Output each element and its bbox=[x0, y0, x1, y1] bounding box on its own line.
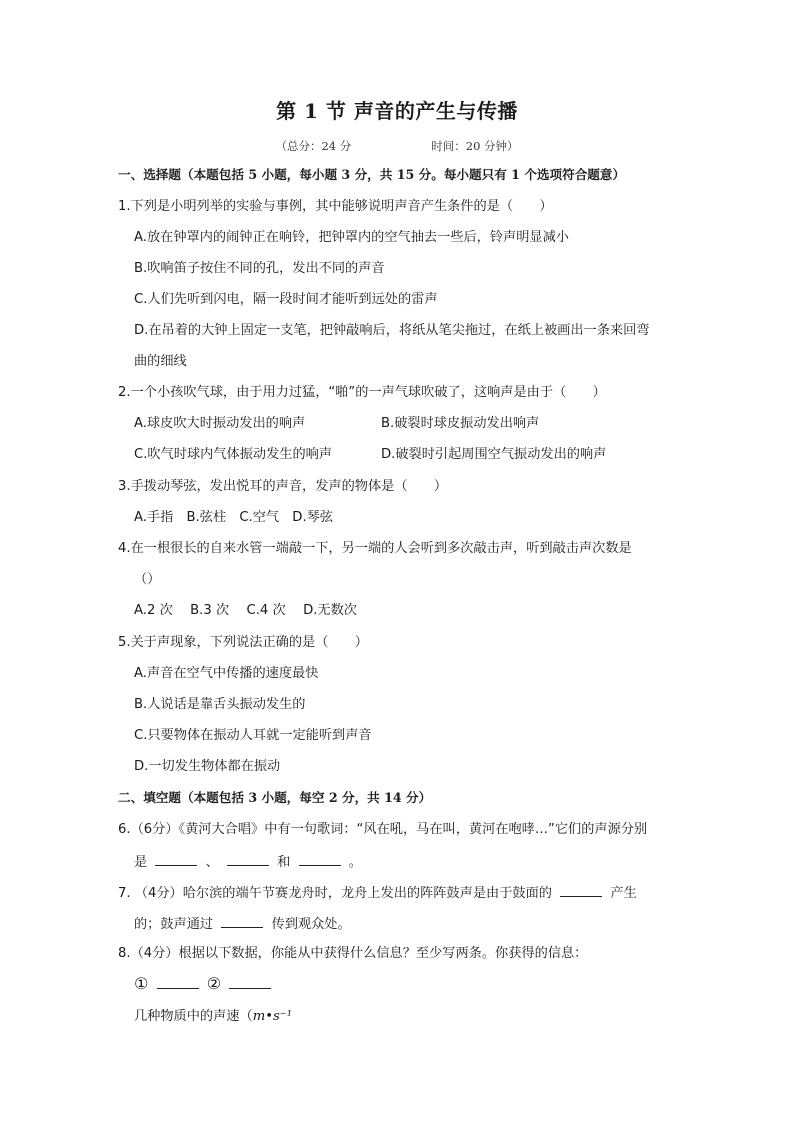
question-4-stem-continued: （） bbox=[134, 572, 161, 587]
question-5-option-d: D.一切发生物体都在振动 bbox=[134, 759, 281, 774]
question-7-blank-1[interactable] bbox=[560, 883, 602, 897]
section-heading-choice: 一、选择题（本题包括 5 小题，每小题 3 分，共 15 分。每小题只有 1 个选项符合题意） bbox=[118, 167, 626, 182]
question-3-options: A.手指 B.弦柱 C.空气 D.琴弦 bbox=[134, 510, 334, 525]
question-1-option-d: D.在吊着的大钟上固定一支笔，把钟敲响后，将纸从笔尖拖过，在纸上被画出一条来回弯 bbox=[134, 323, 650, 338]
question-7-text-d: 传到观众处。 bbox=[271, 917, 351, 932]
page-title: 第 1 节 声音的产生与传播 bbox=[276, 99, 518, 123]
question-8-answer-line bbox=[134, 975, 275, 995]
question-4-options: A.2 次 B.3 次 C.4 次 D.无数次 bbox=[134, 603, 357, 618]
question-2-stem: 2.一个小孩吹气球，由于用力过猛，“啪”的一声气球吹破了，这响声是由于（ ） bbox=[118, 385, 606, 400]
speed-unit: m•s⁻¹ bbox=[252, 1009, 292, 1024]
question-6-stem: 6.（6分）《黄河大合唱》中有一句歌词：“风在吼，马在叫，黄河在咆哮…”它们的声源分别 bbox=[118, 822, 648, 837]
question-6-blank-1[interactable] bbox=[155, 852, 197, 866]
answer-marker-2: ② bbox=[206, 974, 222, 993]
section-heading-fill-blank: 二、填空题（本题包括 3 小题，每空 2 分，共 14 分） bbox=[118, 790, 432, 805]
table-caption bbox=[134, 1008, 292, 1026]
question-2-option-b: B.破裂时球皮振动发出响声 bbox=[381, 416, 540, 431]
score-time-line bbox=[0, 138, 794, 154]
question-4-stem: 4.在一根很长的自来水管一端敲一下，另一端的人会听到多次敲击声，听到敲击声次数是 bbox=[118, 541, 632, 556]
question-8-blank-2[interactable] bbox=[229, 975, 271, 989]
table-caption-text: 几种物质中的声速（ bbox=[134, 1009, 253, 1024]
question-1-stem: 1.下列是小明列举的实验与事例，其中能够说明声音产生条件的是（ ） bbox=[118, 199, 553, 214]
question-6-and-text: 和 bbox=[277, 855, 291, 870]
question-1-option-b: B.吹响笛子按住不同的孔，发出不同的声音 bbox=[134, 261, 385, 276]
answer-marker-1: ① bbox=[134, 974, 149, 993]
question-7-line-2 bbox=[134, 914, 351, 934]
question-6-is-text: 是 bbox=[134, 855, 148, 870]
question-7-text-c: 的；鼓声通过 bbox=[134, 917, 214, 932]
question-7-text-b: 产生 bbox=[610, 886, 637, 901]
total-score: （总分：24 分 bbox=[275, 139, 352, 153]
question-7-line-1 bbox=[118, 883, 637, 903]
question-6-separator: 、 bbox=[205, 855, 219, 870]
question-8-stem: 8.（4分）根据以下数据，你能从中获得什么信息？至少写两条。你获得的信息： bbox=[118, 946, 588, 961]
question-8-blank-1[interactable] bbox=[157, 975, 199, 989]
question-5-option-b: B.人说话是靠舌头振动发生的 bbox=[134, 697, 306, 712]
question-1-option-a: A.放在钟罩内的闹钟正在响铃，把钟罩内的空气抽去一些后，铃声明显减小 bbox=[134, 230, 569, 245]
question-5-option-a: A.声音在空气中传播的速度最快 bbox=[134, 666, 319, 681]
question-7-blank-2[interactable] bbox=[221, 914, 263, 928]
question-1-option-d-continued: 曲的细线 bbox=[134, 354, 187, 369]
question-3-stem: 3.手拨动琴弦，发出悦耳的声音，发声的物体是（ ） bbox=[118, 479, 448, 494]
question-1-option-c: C.人们先听到闪电，隔一段时间才能听到远处的雷声 bbox=[134, 292, 438, 307]
question-5-option-c: C.只要物体在振动人耳就一定能听到声音 bbox=[134, 728, 372, 743]
question-6-blanks-line bbox=[134, 852, 362, 872]
question-2-option-d: D.破裂时引起周围空气振动发出的响声 bbox=[381, 447, 607, 462]
time-limit: 时间：20 分钟） bbox=[431, 139, 519, 153]
question-2-option-a: A.球皮吹大时振动发出的响声 bbox=[134, 416, 306, 431]
question-6-blank-3[interactable] bbox=[299, 852, 341, 866]
question-2-option-c: C.吹气时球内气体振动发生的响声 bbox=[134, 447, 333, 462]
question-5-stem: 5.关于声现象，下列说法正确的是（ ） bbox=[118, 635, 368, 650]
question-6-blank-2[interactable] bbox=[227, 852, 269, 866]
question-6-end: 。 bbox=[348, 855, 362, 870]
question-7-text-a: 7. （4分）哈尔滨的端午节赛龙舟时，龙舟上发出的阵阵鼓声是由于鼓面的 bbox=[118, 886, 552, 901]
